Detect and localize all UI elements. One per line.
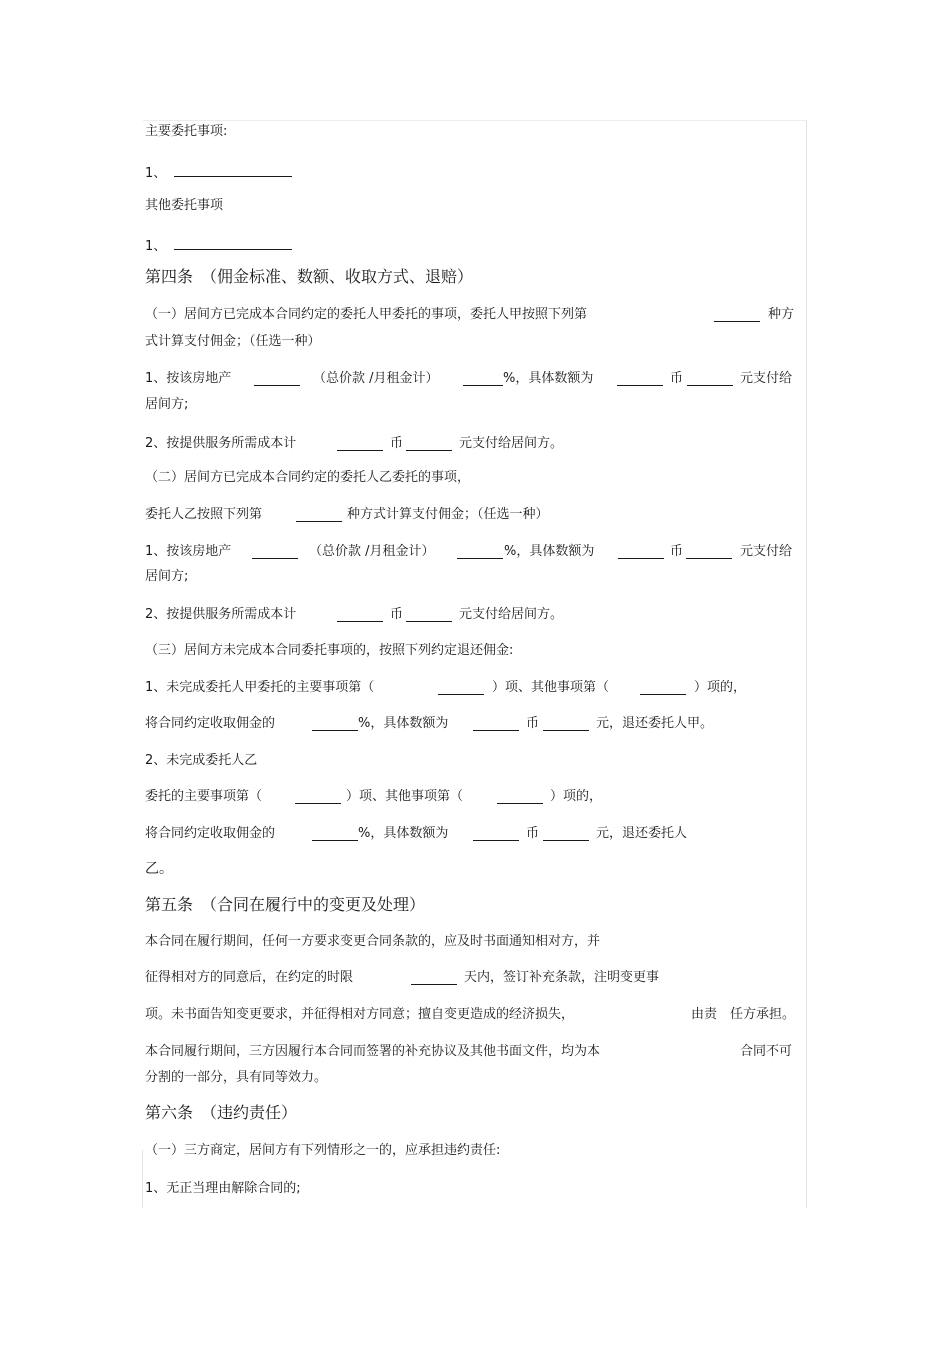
- article-6-text-2: 1、无正当理由解除合同的;: [145, 1181, 301, 1196]
- blank-field: [618, 546, 664, 559]
- blank-field: [252, 546, 298, 559]
- option-a2-pay: 元支付给居间方。: [459, 436, 564, 451]
- option-a1-currency: 币: [670, 371, 684, 386]
- option-b2-text: 2、按提供服务所需成本计: [145, 607, 297, 622]
- refund-a-text-3: ）项的，: [694, 680, 747, 695]
- blank-field: [473, 718, 519, 731]
- section-4-2-text-2: 委托人乙按照下列第: [145, 507, 263, 522]
- section-4-3-text: （三）居间方未完成本合同委托事项的，按照下列约定退还佣金:: [145, 643, 514, 658]
- refund-a-text: 1、未完成委托人甲委托的主要事项第（: [145, 680, 375, 695]
- refund-a-return: 元，退还委托人甲。: [596, 716, 714, 731]
- blank-field: [295, 791, 341, 804]
- article-5-text-2: 征得相对方的同意后，在约定的时限: [145, 970, 354, 985]
- article-5-text-1: 本合同在履行期间，任何一方要求变更合同条款的，应及时书面通知相对方，并: [145, 934, 601, 949]
- refund-a-text-2: ）项、其他事项第（: [492, 680, 610, 695]
- option-b2-currency: 币: [390, 607, 404, 622]
- article-5-text-3: 项。未书面告知变更要求，并征得相对方同意；擅自变更造成的经济损失，: [145, 1007, 575, 1022]
- option-b2-pay: 元支付给居间方。: [459, 607, 564, 622]
- refund-b-amount-text: 将合同约定收取佣金的: [145, 826, 276, 841]
- blank-field: [411, 972, 457, 985]
- article-6-text-1: （一）三方商定，居间方有下列情形之一的，应承担违约责任:: [145, 1143, 501, 1158]
- blank-field: [312, 828, 358, 841]
- section-4-1-text: （一）居间方已完成本合同约定的委托人甲委托的事项，委托人甲按照下列第: [145, 307, 588, 322]
- blank-field: [617, 373, 663, 386]
- option-a1-basis: （总价款 /月租金计）: [313, 371, 439, 386]
- article-5-heading: 第五条 （合同在履行中的变更及处理）: [145, 895, 426, 914]
- refund-b-label: 2、未完成委托人乙: [145, 753, 258, 768]
- option-b1-text: 1、按该房地产: [145, 544, 232, 559]
- option-b1-percent: %，具体数额为: [504, 544, 595, 559]
- blank-field: [640, 682, 686, 695]
- article-5-text-5: 分割的一部分，具有同等效力。: [145, 1070, 328, 1085]
- option-a1-percent: %，具体数额为: [503, 371, 594, 386]
- option-b1-currency: 币: [670, 544, 684, 559]
- option-a1-payee: 居间方;: [145, 397, 189, 412]
- blank-field: [406, 609, 452, 622]
- blank-field: [457, 546, 503, 559]
- main-items-label: 主要委托事项:: [145, 124, 228, 139]
- option-a1-text: 1、按该房地产: [145, 371, 232, 386]
- section-4-2-text: （二）居间方已完成本合同约定的委托人乙委托的事项，: [145, 470, 471, 485]
- article-6-heading: 第六条 （违约责任）: [145, 1103, 298, 1122]
- refund-b-text-2: ）项、其他事项第（: [346, 789, 464, 804]
- blank-field: [174, 164, 292, 177]
- refund-a-percent: %，具体数额为: [358, 716, 449, 731]
- section-4-1-text-end: 种方: [768, 307, 795, 322]
- blank-field: [686, 546, 732, 559]
- section-4-1-text-2: 式计算支付佣金；（任选一种）: [145, 334, 321, 349]
- refund-b-return: 元，退还委托人: [596, 826, 688, 841]
- other-items-label: 其他委托事项: [145, 198, 224, 213]
- article-5-text-3b: 由责 任方承担。: [691, 1007, 796, 1022]
- blank-field: [497, 791, 543, 804]
- blank-field: [687, 373, 733, 386]
- article-4-heading: 第四条 （佣金标准、数额、收取方式、退赔）: [145, 267, 474, 286]
- blank-field: [543, 828, 589, 841]
- refund-a-currency: 币: [526, 716, 540, 731]
- refund-a-amount-text: 将合同约定收取佣金的: [145, 716, 276, 731]
- blank-field: [312, 718, 358, 731]
- page-frame-right: [806, 120, 807, 1208]
- blank-field: [174, 237, 292, 250]
- blank-field: [473, 828, 519, 841]
- refund-b-party: 乙。: [145, 861, 173, 877]
- blank-field: [543, 718, 589, 731]
- blank-field: [714, 309, 760, 322]
- blank-field: [463, 373, 503, 386]
- blank-field: [438, 682, 484, 695]
- option-a2-text: 2、按提供服务所需成本计: [145, 436, 297, 451]
- article-5-text-2b: 天内，签订补充条款，注明变更事: [464, 970, 660, 985]
- refund-b-text: 委托的主要事项第（: [145, 789, 263, 804]
- refund-b-text-3: ）项的，: [550, 789, 603, 804]
- refund-b-currency: 币: [526, 826, 540, 841]
- blank-field: [337, 609, 383, 622]
- option-a2-currency: 币: [390, 436, 404, 451]
- other-item-1: 1、: [145, 237, 292, 255]
- main-item-1: 1、: [145, 164, 292, 182]
- blank-field: [296, 509, 342, 522]
- blank-field: [406, 438, 452, 451]
- section-4-2-text-3: 种方式计算支付佣金；（任选一种）: [347, 507, 549, 522]
- option-b1-pay: 元支付给: [740, 544, 793, 559]
- blank-field: [337, 438, 383, 451]
- option-a1-pay: 元支付给: [740, 371, 793, 386]
- page-frame-top: [143, 120, 806, 121]
- page-frame-left: [142, 1150, 143, 1208]
- article-5-text-4b: 合同不可: [740, 1044, 793, 1059]
- refund-b-percent: %，具体数额为: [358, 826, 449, 841]
- option-b1-basis: （总价款 /月租金计）: [309, 544, 435, 559]
- option-b1-payee: 居间方;: [145, 569, 189, 584]
- article-5-text-4: 本合同履行期间，三方因履行本合同而签署的补充协议及其他书面文件，均为本: [145, 1044, 601, 1059]
- blank-field: [254, 373, 300, 386]
